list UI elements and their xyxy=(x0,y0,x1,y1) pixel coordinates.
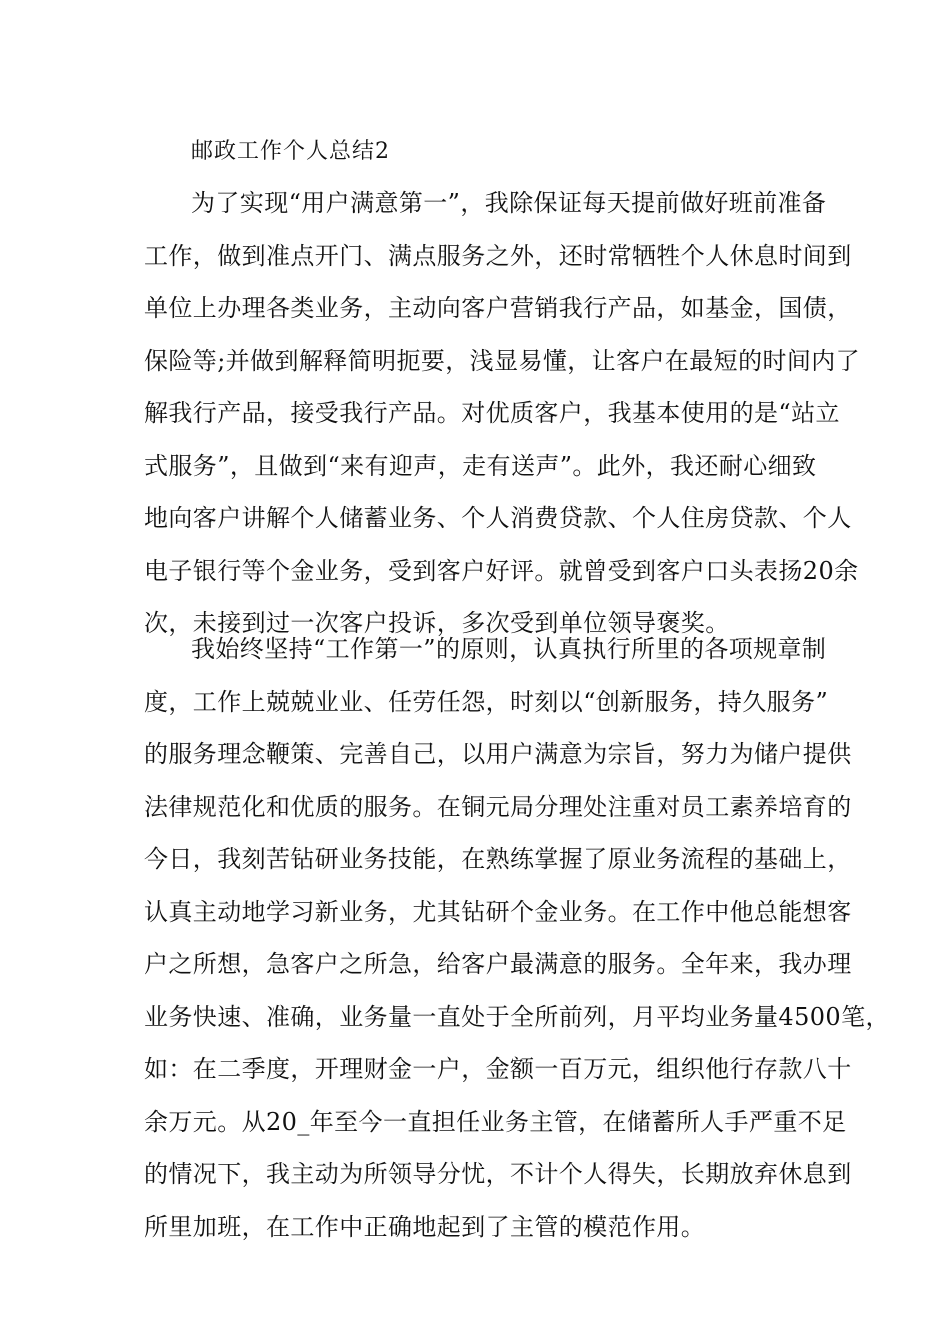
paragraph-line: 业务快速、准确，业务量一直处于全所前列，月平均业务量4500笔， xyxy=(144,1002,890,1031)
paragraph-line: 余万元。从20_年至今一直担任业务主管，在储蓄所人手严重不足 xyxy=(144,1107,847,1136)
paragraph-line: 为了实现“用户满意第一”，我除保证每天提前做好班前准备 xyxy=(191,189,827,217)
paragraph-line: 所里加班，在工作中正确地起到了主管的模范作用。 xyxy=(144,1212,706,1241)
paragraph-line: 保险等;并做到解释简明扼要，浅显易懂，让客户在最短的时间内了 xyxy=(144,346,861,375)
paragraph-line: 户之所想，急客户之所急，给客户最满意的服务。全年来，我办理 xyxy=(144,950,852,978)
paragraph-line: 认真主动地学习新业务，尤其钻研个金业务。在工作中他总能想客 xyxy=(144,897,852,926)
paragraph-line: 地向客户讲解个人储蓄业务、个人消费贷款、个人住房贷款、个人 xyxy=(144,504,852,532)
paragraph-line: 法律规范化和优质的服务。在铜元局分理处注重对员工素养培育的 xyxy=(144,792,852,821)
paragraph-line: 今日，我刻苦钻研业务技能，在熟练掌握了原业务流程的基础上， xyxy=(144,845,852,873)
paragraph-line: 单位上办理各类业务，主动向客户营销我行产品，如基金，国债， xyxy=(144,294,852,322)
paragraph-line: 次，未接到过一次客户投诉，多次受到单位领导褒奖。 xyxy=(144,609,730,637)
paragraph-line: 工作，做到准点开门、满点服务之外，还时常牺牲个人休息时间到 xyxy=(144,241,852,270)
paragraph-line: 解我行产品，接受我行产品。对优质客户，我基本使用的是“站立 xyxy=(144,399,840,427)
paragraph-line: 的服务理念鞭策、完善自己，以用户满意为宗旨，努力为储户提供 xyxy=(144,740,852,768)
paragraph-line: 如：在二季度，开理财金一户，金额一百万元，组织他行存款八十 xyxy=(144,1055,852,1083)
paragraph-line: 度，工作上兢兢业业、任劳任怨，时刻以“创新服务，持久服务” xyxy=(144,687,829,716)
paragraph-line: 的情况下，我主动为所领导分忧，不计个人得失，长期放弃休息到 xyxy=(144,1160,852,1188)
paragraph-line: 电子银行等个金业务，受到客户好评。就曾受到客户口头表扬20余 xyxy=(144,556,859,585)
paragraph-1 xyxy=(144,177,861,650)
paragraph-line: 式服务”，且做到“来有迎声，走有送声”。此外，我还耐心细致 xyxy=(144,451,817,480)
paragraph-line: 我始终坚持“工作第一”的原则，认真执行所里的各项规章制 xyxy=(191,635,827,663)
paragraph-2 xyxy=(144,623,890,1253)
document-title: 邮政工作个人总结2 xyxy=(191,139,390,164)
